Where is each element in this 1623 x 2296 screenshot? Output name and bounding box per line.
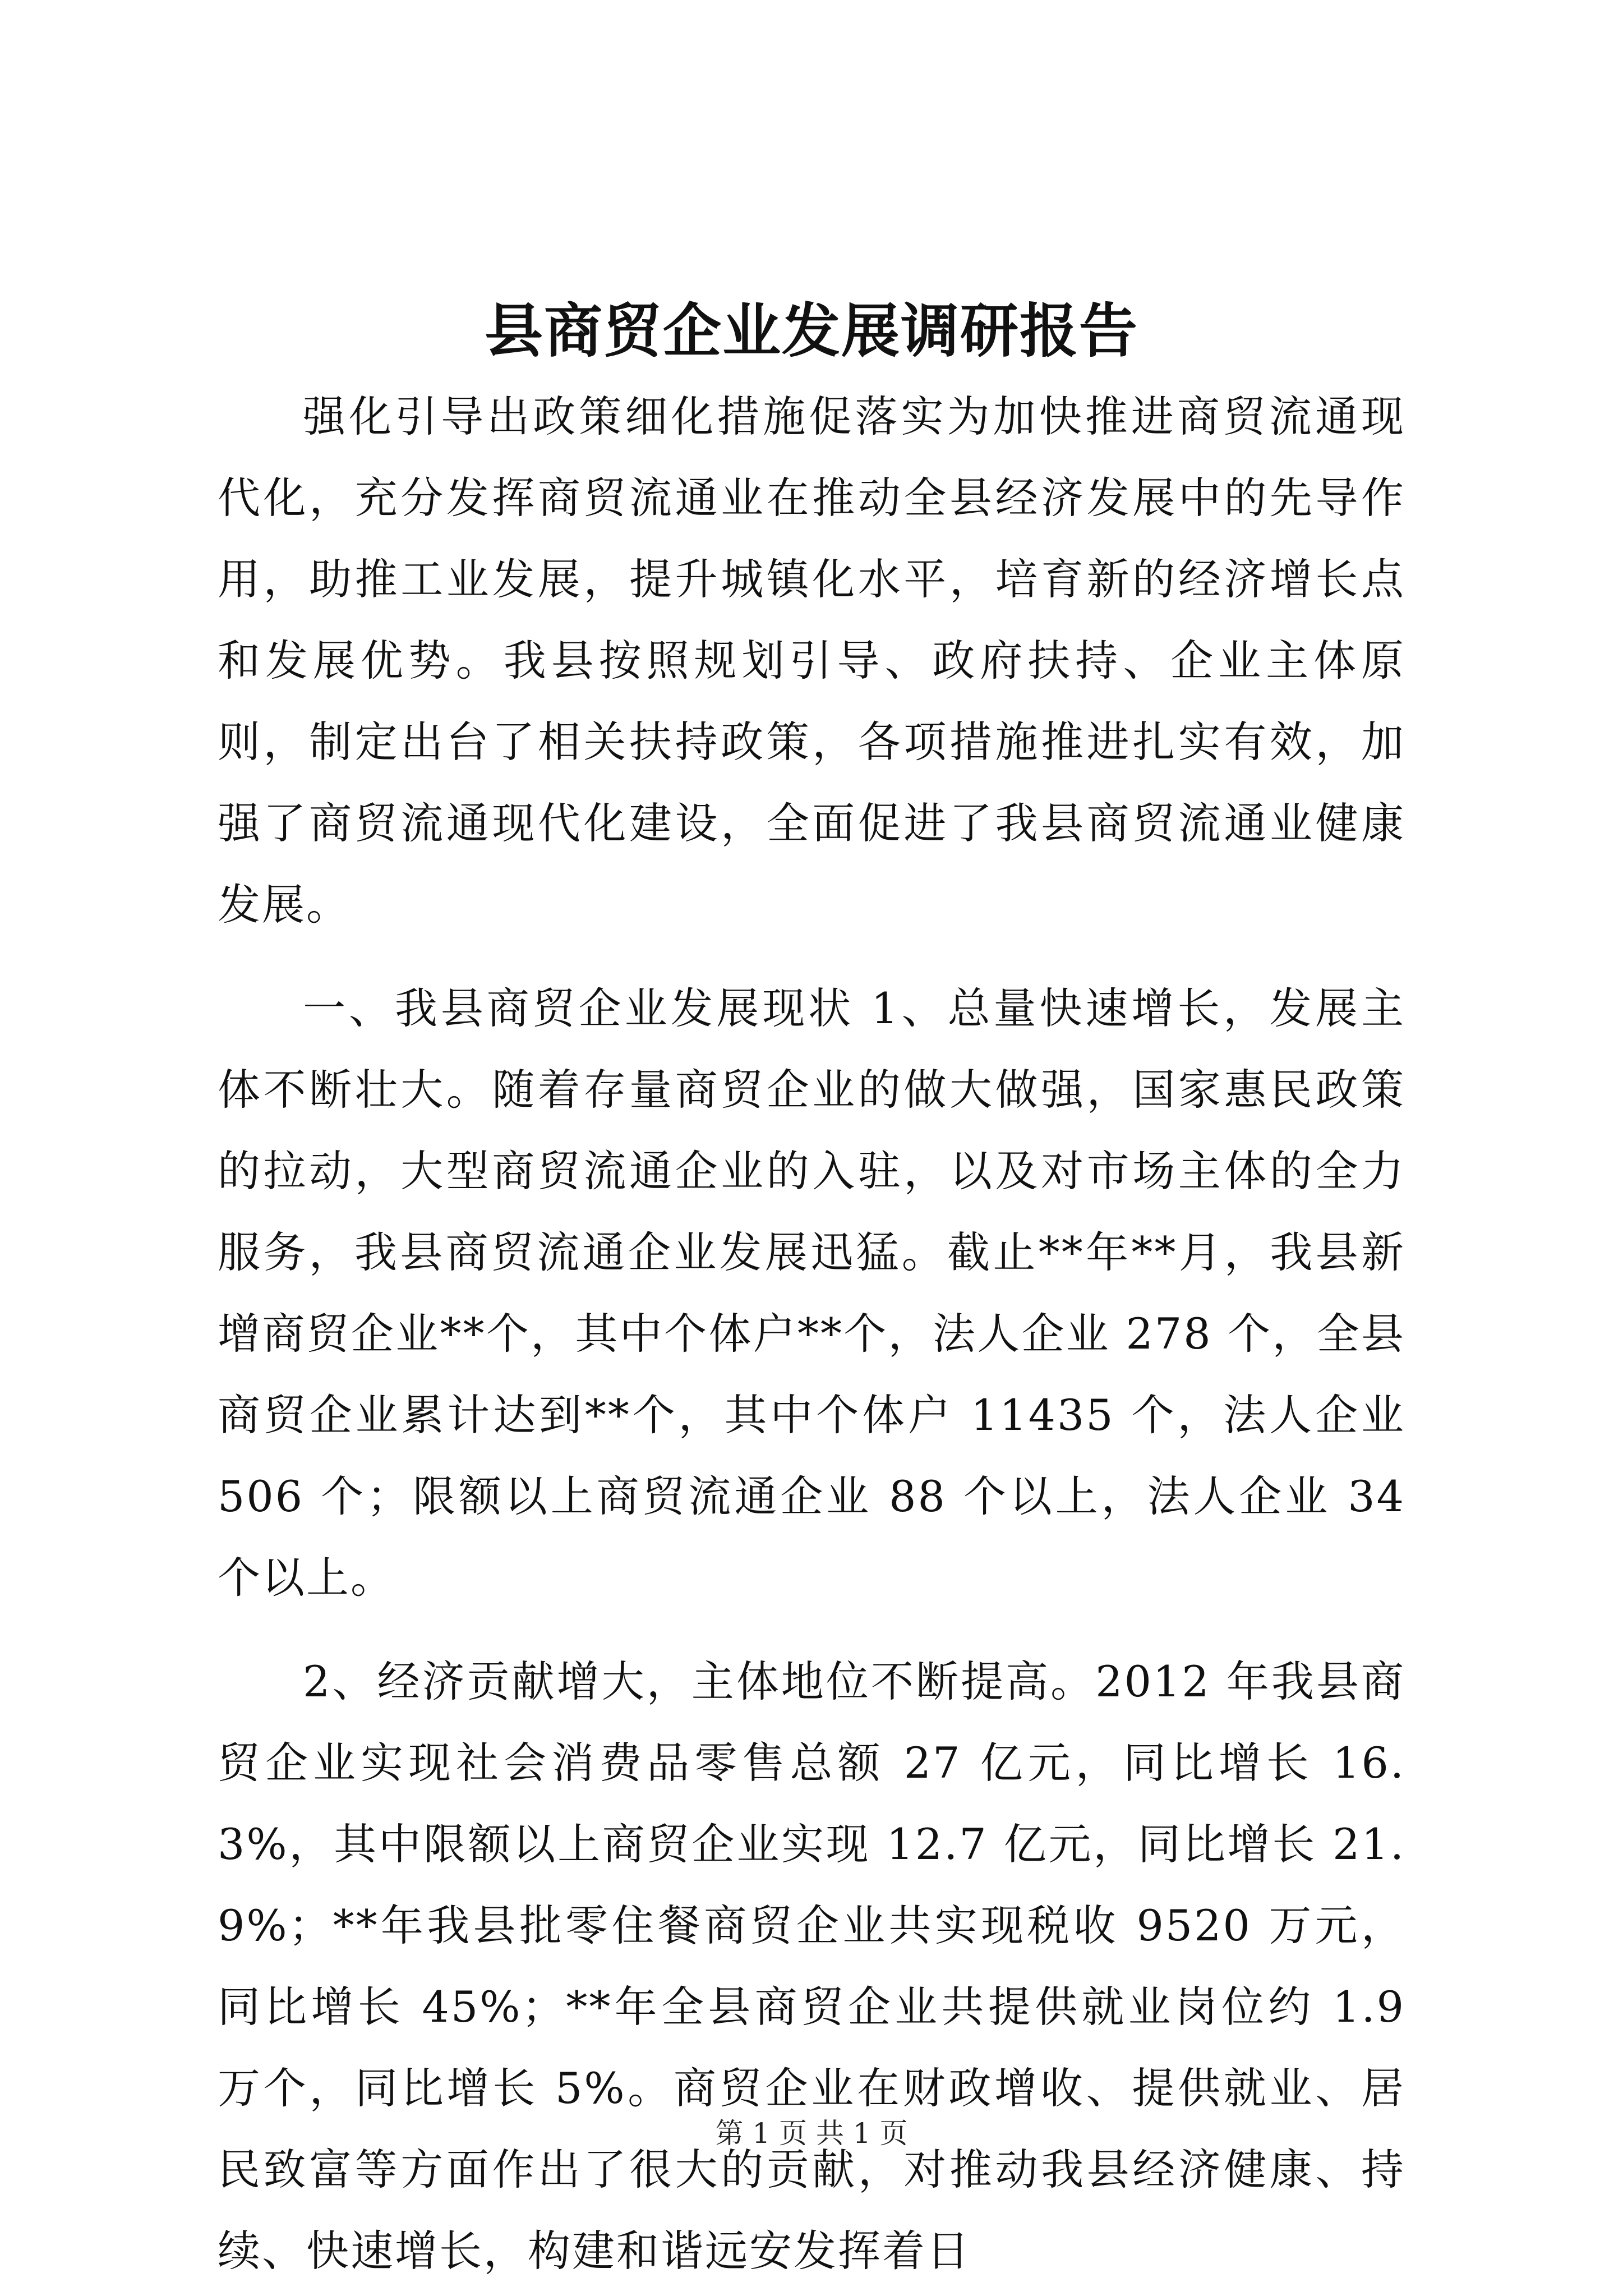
document-title: 县商贸企业发展调研报告 [484,296,1138,365]
page-footer: 第 1 页 共 1 页 [715,2117,908,2150]
paragraph-status: 一、我县商贸企业发展现状 1、总量快速增长，发展主体不断壮大。随着存量商贸企业的做大做强，国家惠民政策的拉动，大型商贸流通企业的入驻，以及对市场主体的全力服务，我县商贸流通企业发展迅猛。截止**年**月，我县新增商贸企业**个，其中个体户**个，法人企业 278 个，全县商贸企业累计达到**个，其中个体户 11435 个，法人企业 506 个；限额以上商贸流通企业 88 个以上，法人企业 34 个以上。 [218,983,1405,1603]
paragraph-contribution: 2、经济贡献增大，主体地位不断提高。2012 年我县商贸企业实现社会消费品零售总额 27 亿元，同比增长 16.3%，其中限额以上商贸企业实现 12.7 亿元，同比增长 21.9%；**年我县批零住餐商贸企业共实现税收 9520 万元，同比增长 45%；**年全县商贸企业共提供就业岗位约 1.9 万个，同比增长 5%。商贸企业在财政增收、提供就业、居民致富等方面作出了很大的贡献，对推动我县经济健康、持续、快速增长，构建和谐远安发挥着日 [218,1657,1405,2276]
paragraph-intro: 强化引导出政策细化措施促落实为加快推进商贸流通现代化，充分发挥商贸流通业在推动全县经济发展中的先导作用，助推工业发展，提升城镇化水平，培育新的经济增长点和发展优势。我县按照规划引导、政府扶持、企业主体原则，制定出台了相关扶持政策，各项措施推进扎实有效，加强了商贸流通现代化建设，全面促进了我县商贸流通业健康发展。 [218,392,1405,930]
document-body [218,376,1405,2292]
